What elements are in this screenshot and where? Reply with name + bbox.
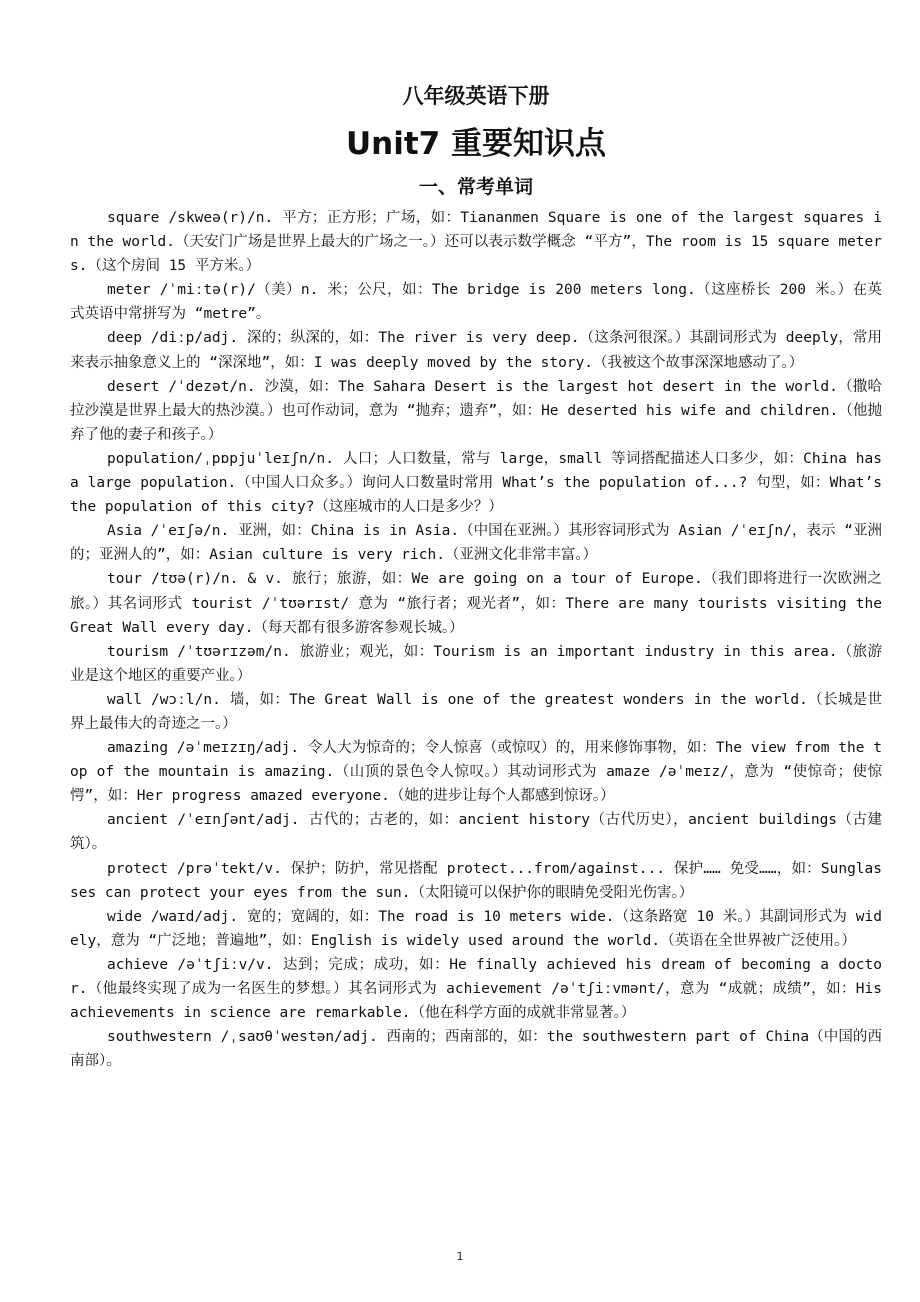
vocab-entry-desert: desert /ˈdezət/n. 沙漠，如：The Sahara Desert is the largest hot desert in the world.（撒哈拉沙漠是世界上最大的热沙漠。）也可作动词，意为 “抛弃；遗弃”，如：He deserted his wife and children.（他抛弃了他的妻子和孩子。）: [70, 378, 882, 443]
vocabulary-list: [70, 206, 882, 1073]
vocab-entry-deep: deep /diːp/adj. 深的；纵深的，如：The river is very deep.（这条河很深。）其副词形式为 deeply，常用来表示抽象意义上的 “深深地”，如：I was deeply moved by the story.（我被这个故事深深地感动了。）: [70, 330, 882, 371]
section-heading: 一、常考单词: [418, 176, 533, 198]
vocab-entry-square: square /skweə(r)/n. 平方；正方形；广场，如：Tiananmen Square is one of the largest squares in the world.（天安门广场是世界上最大的广场之一。）还可以表示数学概念 “平方”，The room is 15 square meters.（这个房间 15 平方米。）: [70, 210, 882, 275]
vocab-entry-amazing: amazing /əˈmeɪzɪŋ/adj. 令人大为惊奇的；令人惊喜（或惊叹）的，用来修饰事物，如：The view from the top of the mountain is amazing.（山顶的景色令人惊叹。）其动词形式为 amaze /əˈmeɪz/，意为 “使惊奇；使惊愕”，如：Her progress amazed everyone.（她的进步让每个人都感到惊讶。）: [70, 740, 882, 805]
vocab-entry-population: population/ˌpɒpjuˈleɪʃn/n. 人口；人口数量，常与 large，small 等词搭配描述人口多少，如：China has a large population.（中国人口众多。）询问人口数量时常用 What’s the population of...? 句型，如：What’s the population of this city?（这座城市的人口是多少？）: [70, 450, 882, 516]
vocab-entry-achieve: achieve /əˈtʃiːv/v. 达到；完成；成功，如：He finally achieved his dream of becoming a doctor.（他最终实现了成为一名医生的梦想。）其名词形式为 achievement /əˈtʃiːvmənt/，意为 “成就；成绩”，如：His achievements in science are remarkable.（他在科学方面的成就非常显著。）: [70, 956, 882, 1022]
vocab-entry-asia: Asia /ˈeɪʃə/n. 亚洲，如：China is in Asia.（中国在亚洲。）其形容词形式为 Asian /ˈeɪʃn/，表示 “亚洲的；亚洲人的”，如：Asian culture is very rich.（亚洲文化非常丰富。）: [70, 523, 882, 564]
page-number: 1: [456, 1250, 464, 1263]
vocab-entry-meter: meter /ˈmiːtə(r)/（美）n. 米；公尺，如：The bridge is 200 meters long.（这座桥长 200 米。）在英式英语中常拼写为 “metre”。: [70, 282, 882, 323]
vocab-entry-tour: tour /tʊə(r)/n. & v. 旅行；旅游，如：We are going on a tour of Europe.（我们即将进行一次欧洲之旅。）其名词形式 tourist /ˈtʊərɪst/ 意为 “旅行者；观光者”，如：There are many tourists visiting the Great Wall every day.（每天都有很多游客参观长城。）: [70, 571, 882, 636]
vocab-entry-protect: protect /prəˈtekt/v. 保护；防护，常见搭配 protect...from/against... 保护…… 免受……，如：Sunglasses can protect your eyes from the sun.（太阳镜可以保护你的眼睛免受阳光伤害。）: [70, 860, 882, 901]
vocab-entry-southwestern: southwestern /ˌsaʊθˈwestən/adj. 西南的；西南部的，如：the southwestern part of China（中国的西南部）。: [70, 1029, 882, 1070]
vocab-entry-wide: wide /waɪd/adj. 宽的；宽阔的，如：The road is 10 meters wide.（这条路宽 10 米。）其副词形式为 widely，意为 “广泛地；普遍地”，如：English is widely used around the world.（英语在全世界被广泛使用。）: [70, 908, 882, 949]
unit-title: Unit7 重要知识点: [345, 126, 607, 162]
vocab-entry-tourism: tourism /ˈtʊərɪzəm/n. 旅游业；观光，如：Tourism is an important industry in this area.（旅游业是这个地区的重要产业。）: [70, 643, 882, 684]
vocab-entry-ancient: ancient /ˈeɪnʃənt/adj. 古代的；古老的，如：ancient history（古代历史），ancient buildings（古建筑）。: [70, 812, 882, 853]
vocab-entry-wall: wall /wɔːl/n. 墙，如：The Great Wall is one of the greatest wonders in the world.（长城是世界上最伟大的奇迹之一。）: [70, 691, 882, 732]
grade-title: 八年级英语下册: [402, 84, 550, 108]
